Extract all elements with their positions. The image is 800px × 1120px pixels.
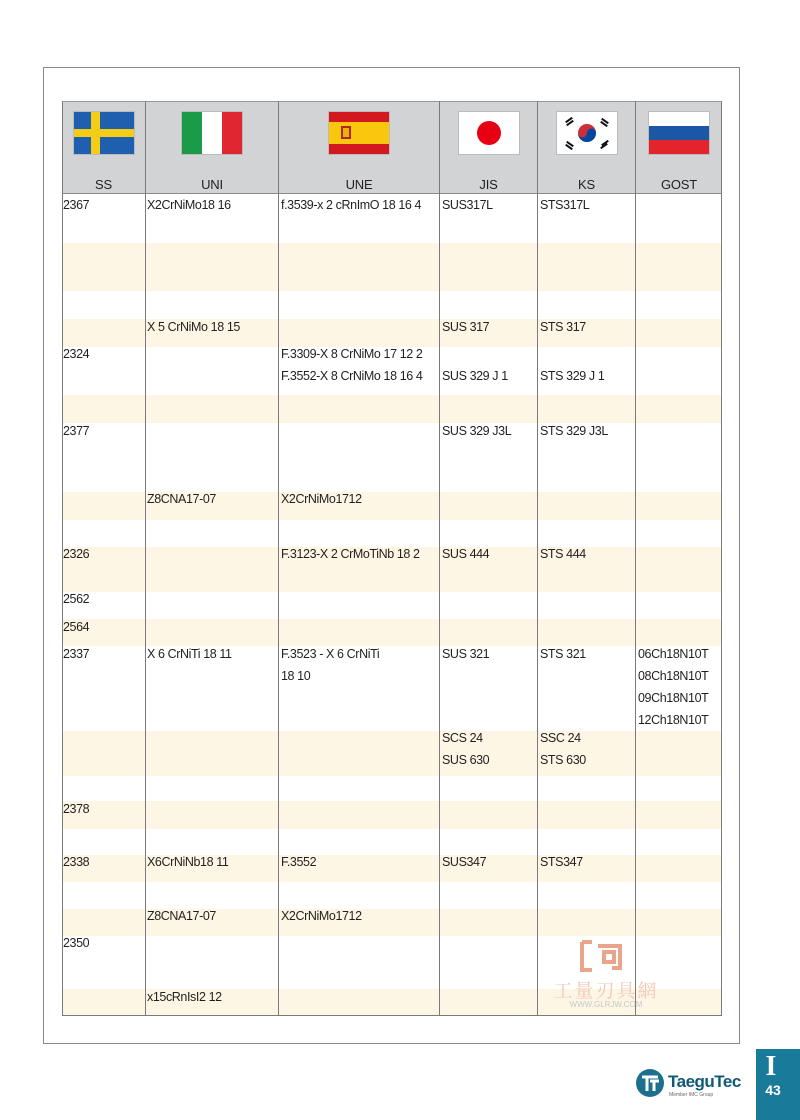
- cell-ks: SSC 24: [540, 731, 581, 745]
- cell-une: X2CrNiMo1712: [281, 909, 362, 923]
- cell-uni: Z8CNA17-07: [147, 909, 216, 923]
- cell-ss: 2377: [63, 424, 90, 438]
- cell-ss: 2337: [63, 647, 90, 661]
- cell-jis: SUS317L: [442, 198, 493, 212]
- grid-line: [537, 101, 538, 1016]
- cell-ks: STS 321: [540, 647, 586, 661]
- cell-ks: STS 630: [540, 753, 586, 767]
- grid-line: [635, 101, 636, 1016]
- cell-ss: 2562: [63, 592, 90, 606]
- table-bottom-line: [62, 1015, 722, 1016]
- cell-jis: SUS 329 J 1: [442, 369, 508, 383]
- cell-uni: X 6 CrNiTi 18 11: [147, 647, 232, 661]
- cell-ks: STS317L: [540, 198, 590, 212]
- cell-uni: X6CrNiNb18 11: [147, 855, 229, 869]
- column-label: KS: [578, 177, 595, 192]
- korea-flag: [557, 112, 617, 154]
- cell-ss: 2564: [63, 620, 90, 634]
- grid-line: [721, 101, 722, 1016]
- cell-ss: 2338: [63, 855, 90, 869]
- russia-flag: [649, 112, 709, 154]
- cell-uni: X2CrNiMo18 16: [147, 198, 231, 212]
- cell-une: F.3552-X 8 CrNiMo 18 16 4: [281, 369, 423, 383]
- cell-ks: STS 329 J3L: [540, 424, 608, 438]
- watermark-text: 工量刃具網: [553, 980, 659, 1002]
- cell-une: X2CrNiMo1712: [281, 492, 362, 506]
- cell-gost: 08Ch18N10T: [638, 669, 709, 683]
- cell-une: f.3539-x 2 cRnImO 18 16 4: [281, 198, 422, 212]
- column-label: UNI: [201, 177, 223, 192]
- italy-flag: [182, 112, 242, 154]
- header-jis: [440, 102, 537, 194]
- cell-gost: 06Ch18N10T: [638, 647, 709, 661]
- cell-ss: 2367: [63, 198, 90, 212]
- header-une: [279, 102, 439, 194]
- taegutec-logo: [636, 1066, 748, 1106]
- spain-flag: [329, 112, 389, 154]
- header-uni: [146, 102, 278, 194]
- cell-ks: STS 317: [540, 320, 586, 334]
- grid-line: [145, 101, 146, 1016]
- cell-jis: SUS 630: [442, 753, 490, 767]
- column-label: SS: [95, 177, 112, 192]
- header-ss: [62, 102, 145, 194]
- section-marker: I: [765, 1051, 777, 1082]
- column-label: GOST: [660, 177, 698, 192]
- cell-jis: SUS 329 J3L: [442, 424, 512, 438]
- header-ks: [538, 102, 635, 194]
- cell-ks: STS347: [540, 855, 583, 869]
- sweden-flag: [74, 112, 134, 154]
- cell-uni: Z8CNA17-07: [147, 492, 216, 506]
- grid-line: [278, 101, 279, 1016]
- cell-une: 18 10: [281, 669, 311, 683]
- page-number-tab: [756, 1049, 800, 1120]
- grid-line: [439, 101, 440, 1016]
- header-gost: [636, 102, 722, 194]
- cell-une: F.3309-X 8 CrNiMo 17 12 2: [281, 347, 423, 361]
- cell-ss: 2350: [63, 936, 90, 950]
- column-label: JIS: [479, 177, 498, 192]
- cell-une: F.3523 - X 6 CrNiTi: [281, 647, 380, 661]
- cell-gost: 09Ch18N10T: [638, 691, 709, 705]
- cell-ss: 2326: [63, 547, 90, 561]
- cell-ss: 2324: [63, 347, 90, 361]
- brand-tagline: Member IMC Group: [669, 1092, 714, 1098]
- cell-ss: 2378: [63, 802, 90, 816]
- watermark-url: WWW.GLRJW.COM: [569, 1000, 643, 1009]
- taegutec-emblem-icon: [636, 1069, 664, 1097]
- cell-une: F.3123-X 2 CrMoTiNb 18 2: [281, 547, 420, 561]
- cell-uni: x15cRnIsI2 12: [147, 990, 222, 1004]
- table-header: [62, 101, 722, 194]
- cell-une: F.3552: [281, 855, 317, 869]
- cell-jis: SUS347: [442, 855, 487, 869]
- cell-ks: STS 444: [540, 547, 586, 561]
- cell-jis: SUS 317: [442, 320, 490, 334]
- cell-jis: SCS 24: [442, 731, 483, 745]
- cell-ks: STS 329 J 1: [540, 369, 605, 383]
- cell-gost: 12Ch18N10T: [638, 713, 709, 727]
- column-label: UNE: [345, 177, 373, 192]
- brand-name: TaeguTec: [668, 1072, 741, 1091]
- page-number: 43: [765, 1082, 781, 1098]
- cell-jis: SUS 321: [442, 647, 490, 661]
- cell-uni: X 5 CrNiMo 18 15: [147, 320, 240, 334]
- japan-flag: [459, 112, 519, 154]
- cell-jis: SUS 444: [442, 547, 490, 561]
